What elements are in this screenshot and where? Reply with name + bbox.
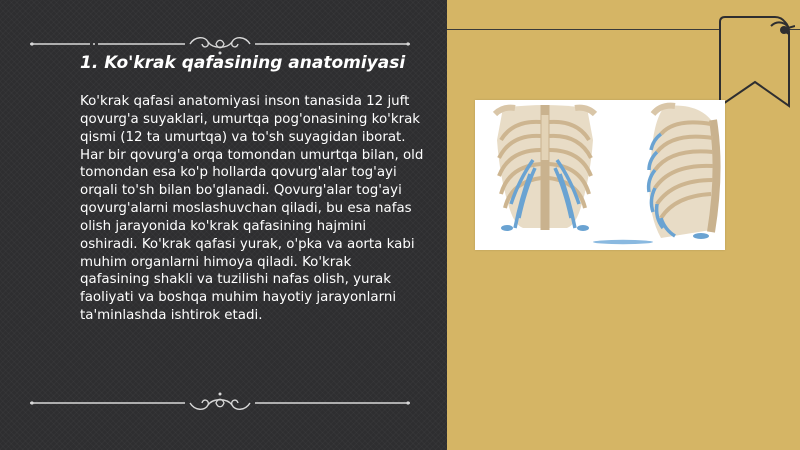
rib-cage-illustration — [475, 100, 725, 250]
rib-cage-image — [475, 100, 725, 250]
slide-title: 1. Ko'krak qafasining anatomiyasi — [80, 53, 406, 73]
bookmark-ribbon-icon — [715, 12, 795, 112]
slide-body-text: Ko'krak qafasi anatomiyasi inson tanasida 12 juft qovurg'a suyaklari, umurtqa pog'onasining ko'krak qismi (12 ta umurtqa) va to'sh suyagidan iborat. Har bir qovurg'a orqa tomondan umurtqa bilan, old tomondan esa ko'p hollarda qovurg'alar tog'ayi orqali to'sh bilan bo'glanadi. Qovurg'alar tog'ayi qovurg'alarni moslashuvchan qiladi, bu esa nafas olish jarayonida ko'krak qafasining hajmini oshiradi. Ko'krak qafasi yurak, o'pka va aorta kabi muhim organlarni himoya qiladi. Ko'krak qafasining shakli va tuzilishi nafas olish, yurak faoliyati va boshqa muhim hayotiy jarayonlarni ta'minlashda ishtirok etadi. — [80, 94, 424, 324]
flourish-divider-bottom-icon — [30, 392, 410, 414]
flourish-divider-icon — [30, 33, 410, 55]
rib-cage-side-view — [649, 106, 719, 240]
